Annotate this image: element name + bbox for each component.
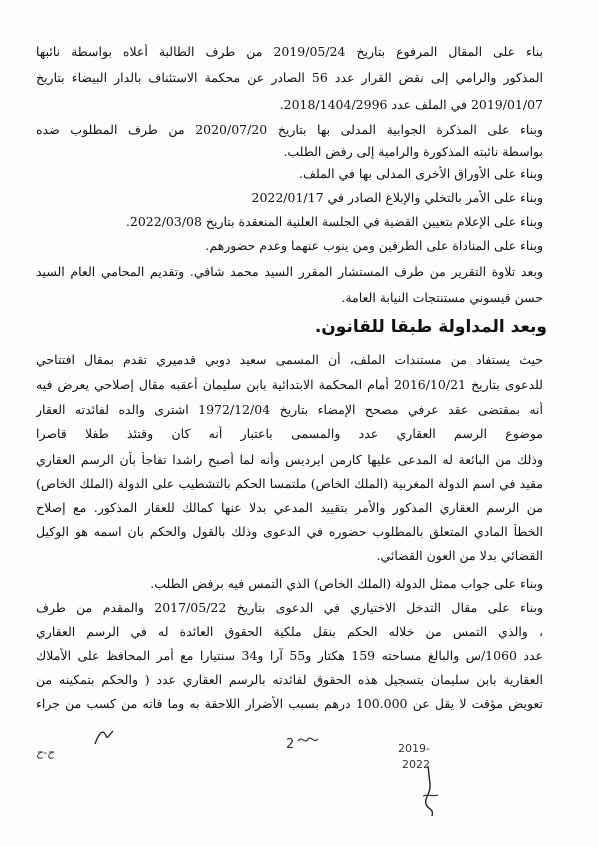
- text-line: المذكور والرامي إلى نقض القرار عدد 56 الصادر عن محكمة الاستئناف بالدار البيضاء بتاريخ: [36, 70, 543, 85]
- page-number: 2: [286, 737, 295, 752]
- text-line: وبعد تلاوة التقرير من طرف المستشار المقرر السيد محمد شافي. وتقديم المحامي العام السيد: [36, 264, 543, 279]
- text-line: بواسطة نائبته المذكورة والرامية إلى رفض الطلب.: [283, 144, 543, 159]
- footer-year-top: 2019-: [398, 742, 430, 755]
- footer-year-bottom: 2022: [402, 758, 430, 771]
- text-line: من الرسم العقاري المذكور والأمر بتقييد المدعي بدلا عنها كمالك للعقار المذكور. مع إصلاح: [36, 500, 543, 515]
- text-line: ، والذي التمس من خلاله الحكم بنقل ملكية الحقوق العائدة له في الرسم العقاري: [36, 624, 543, 639]
- text-line: وبناء على المناداة على الطرفين ومن ينوب عنهما وعدم حضورهم.: [205, 238, 543, 253]
- text-line: عدد 1060/س والبالغ مساحته 159 هكتار و55 آرا و34 سنتيارا مع أمر المحافظ على الأملاك: [36, 648, 543, 663]
- text-line: وبناء على مقال التدخل الاختياري في الدعوى بتاريخ 2017/05/22 والمقدم من طرف: [36, 600, 543, 615]
- text-line: وبناء على الأمر بالتخلي والإبلاغ الصادر في 2022/01/17: [251, 190, 543, 205]
- text-line: مقيد في اسم الدولة المغربية (الملك الخاص) ملتمسا الحكم بالتشطيب على الدولة (الملك الخاص): [36, 476, 543, 491]
- text-line: للدعوى بتاريخ 2016/10/21 أمام المحكمة الابتدائية بابن سليمان أعقبه مقال إصلاحي يعرض فيه: [36, 377, 543, 392]
- footer-initials: ح-ح: [36, 746, 55, 759]
- text-line: وبناء على الأوراق الأخرى المدلى بها في الملف.: [299, 166, 543, 181]
- text-line: الخطأ المادي المتعلق بالمطلوب حضوره في الدعوى وذلك بالقول والحكم بان اسمه هو الوكيل: [36, 524, 543, 539]
- text-line: 2019/01/07 في الملف عدد 2018/1404/2996.: [279, 97, 543, 112]
- text-line: وبناء على المذكرة الجوابية المدلى بها بتاريخ 2020/07/20 من طرف المطلوب ضده: [36, 122, 543, 137]
- text-line: وبناء على جواب ممثل الدولة (الملك الخاص) الذي التمس فيه برفض الطلب.: [150, 576, 543, 591]
- text-line: وذلك من البائعة له المدعى عليها كارمن ايرديس وأنه لما أصبح راشدا تفاجأ بأن الرسم العقاري: [36, 452, 543, 467]
- text-line: موضوع الرسم العقاري عدد والمسمى باعتبار أنه كان وقتئذ طفلا قاصرا: [36, 426, 543, 441]
- text-line: أنه بمقتضى عقد عرفي مصحح الإمضاء بتاريخ 1972/12/04 اشترى والده لفائدته العقار: [36, 402, 543, 417]
- handwritten-mark: [296, 733, 320, 747]
- text-line: حيث يستفاد من مستندات الملف، أن المسمى سعيد دوبي قدميري تقدم بمقال افتتاحي: [36, 352, 543, 367]
- text-line: حسن قيسوني مستنتجات النيابة العامة.: [341, 290, 543, 305]
- text-line: تعويض مؤقت لا يقل عن 100.000 درهم بسبب الأضرار اللاحقة به وما فاته من كسب من جراء: [36, 696, 543, 711]
- section-heading: وبعد المداولة طبقا للقانون.: [314, 317, 547, 337]
- handwritten-signature: [418, 764, 442, 824]
- handwritten-mark: [92, 726, 116, 748]
- text-line: بناء على المقال المرفوع بتاريخ 2019/05/24 من طرف الطالبة أعلاه بواسطة نائبها: [36, 44, 543, 59]
- text-line: وبناء على الإعلام بتعيين القضية في الجلسة العلنية المنعقدة بتاريخ 2022/03/08.: [125, 214, 543, 229]
- text-line: القضائي بدلا من العون القضائي.: [376, 548, 543, 563]
- text-line: العقارية بابن سليمان بتسجيل هذه الحقوق لفائدته بالرسم العقاري عدد ( والحكم بتمكينه من: [36, 672, 543, 687]
